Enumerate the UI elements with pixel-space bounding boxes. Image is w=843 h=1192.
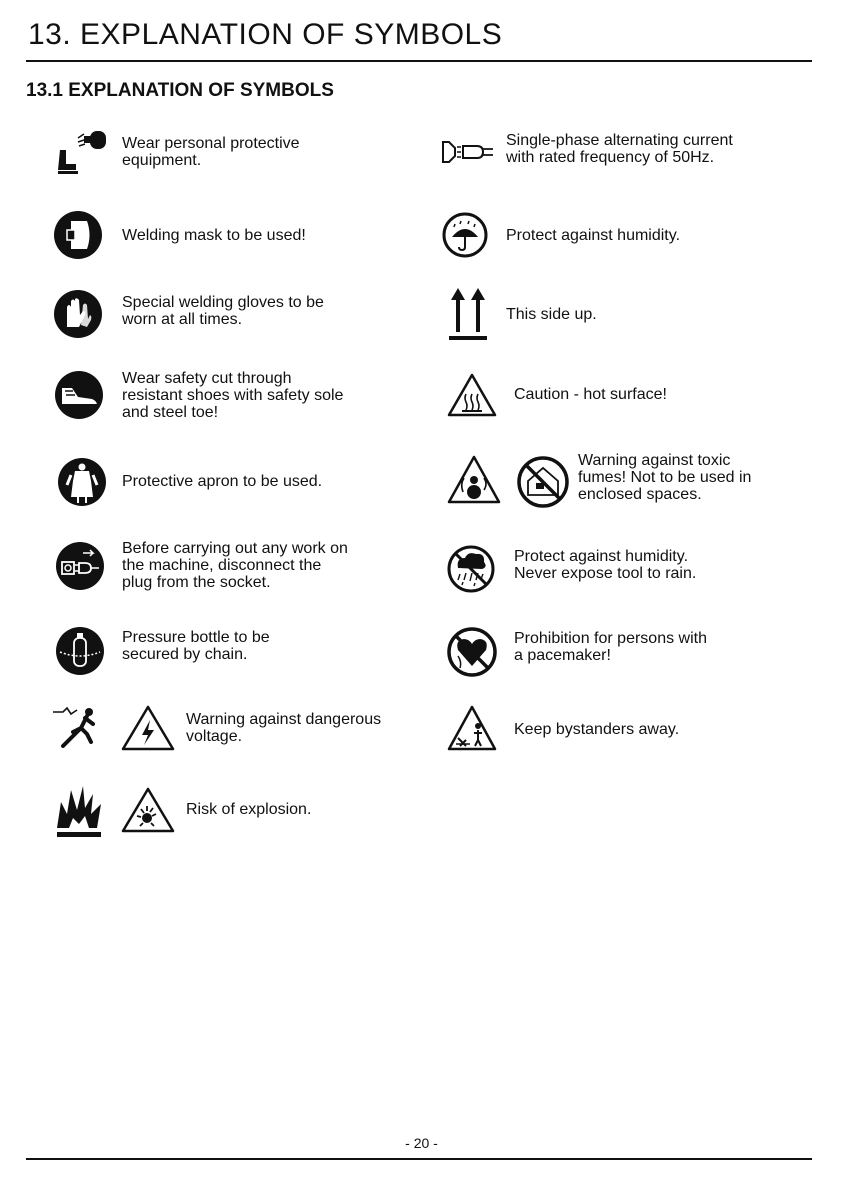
welding-mask-icon <box>53 210 103 265</box>
welding-gloves-text: Special welding gloves to be worn at all times. <box>122 294 324 328</box>
this-side-up-icon <box>448 286 488 347</box>
humidity-umbrella-text: Protect against humidity. <box>506 227 681 244</box>
welding-mask-text: Welding mask to be used! <box>122 227 306 244</box>
welding-gloves-icon <box>53 289 103 344</box>
humidity-umbrella-icon <box>441 211 489 264</box>
title-divider <box>26 60 812 62</box>
protective-equipment-icon <box>54 128 110 181</box>
footer-divider <box>26 1158 812 1160</box>
dangerous-voltage-text: Warning against dangerous voltage. <box>186 711 382 745</box>
dangerous-voltage-icon <box>120 704 176 757</box>
hot-surface-text: Caution - hot surface! <box>514 386 667 403</box>
explosion-burst-icon <box>53 784 105 845</box>
toxic-fumes-icon <box>516 455 570 514</box>
bystanders-text: Keep bystanders away. <box>514 721 680 738</box>
electric-shock-person-icon <box>51 702 101 755</box>
safety-shoes-icon <box>54 370 104 425</box>
page-number: - 20 - <box>405 1135 438 1151</box>
this-side-up-text: This side up. <box>506 306 597 323</box>
page-title: 13. EXPLANATION OF SYMBOLS <box>28 18 503 51</box>
rain-icon <box>446 544 496 599</box>
hot-surface-icon <box>446 372 498 423</box>
pressure-bottle-icon <box>55 626 105 681</box>
disconnect-plug-icon <box>55 541 105 596</box>
bystanders-icon <box>446 704 498 757</box>
rain-text: Protect against humidity. Never expose tool to rain. <box>514 548 697 582</box>
pressure-bottle-text: Pressure bottle to be secured by chain. <box>122 629 270 663</box>
alternating-current-icon <box>441 138 497 171</box>
protective-equipment-text: Wear personal protective equipment. <box>122 135 300 169</box>
protective-apron-icon <box>57 457 107 512</box>
explosion-risk-icon <box>120 786 176 839</box>
disconnect-plug-text: Before carrying out any work on the machine, disconnect the plug from the socket. <box>122 540 348 591</box>
safety-shoes-text: Wear safety cut through resistant shoes with safety sole and steel toe! <box>122 370 344 421</box>
section-title: 13.1 EXPLANATION OF SYMBOLS <box>26 80 334 101</box>
explosion-risk-text: Risk of explosion. <box>186 801 312 818</box>
toxic-warning-icon <box>446 454 502 511</box>
toxic-fumes-text: Warning against toxic fumes! Not to be used in enclosed spaces. <box>578 452 752 503</box>
alternating-current-text: Single-phase alternating current with rated frequency of 50Hz. <box>506 132 733 166</box>
protective-apron-text: Protective apron to be used. <box>122 473 323 490</box>
pacemaker-prohibition-text: Prohibition for persons with a pacemaker! <box>514 630 707 664</box>
pacemaker-prohibition-icon <box>446 626 498 683</box>
